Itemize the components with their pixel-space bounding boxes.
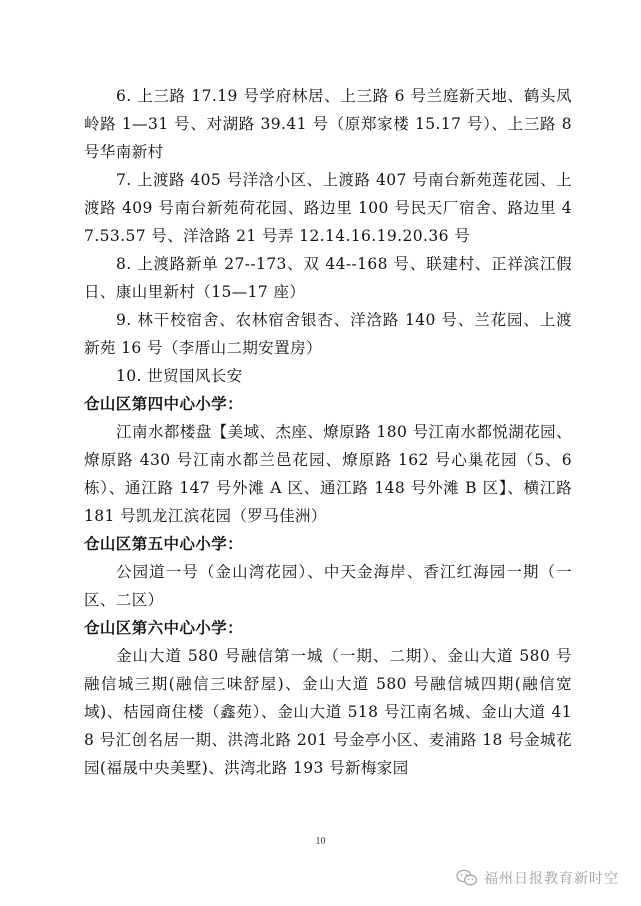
list-item: 8. 上渡路新单 27--173、双 44--168 号、联建村、正祥滨江假日、康山里新村（15—17 座） [84,255,572,301]
section-heading: 仓山区第四中心小学： [84,395,244,413]
list-item: 10. 世贸国风长安 [116,367,243,385]
document-body [84,82,572,782]
list-item: 江南水都楼盘【美域、杰座、燎原路 180 号江南水都悦湖花园、燎原路 430 号江南水都兰邑花园、燎原路 162 号心巢花园（5、6 栋）、通江路 147 号外滩 A 区、通江路 148 号外滩 B 区】、横江路 181 号凯龙江滨花园（罗马佳洲） [84,423,572,525]
watermark [456,868,619,888]
list-item: 金山大道 580 号融信第一城（一期、二期）、金山大道 580 号融信城三期(融信三味舒屋)、金山大道 580 号融信城四期(融信宽域)、桔园商住楼（鑫苑）、金山大道 518 号江南名城、金山大道 418 号汇创名居一期、洪湾北路 201 号金亭小区、麦浦路 18 号金城花园(福晟中央美墅)、洪湾北路 193 号新梅家园 [84,647,572,777]
list-item: 6. 上三路 17.19 号学府林居、上三路 6 号兰庭新天地、鹤头凤岭路 1—31 号、对湖路 39.41 号（原郑家楼 15.17 号）、上三路 8 号华南新村 [84,87,572,161]
wechat-icon [456,869,478,887]
page-number: 10 [315,836,326,847]
list-item: 7. 上渡路 405 号洋浛小区、上渡路 407 号南台新苑莲花园、上渡路 409 号南台新苑荷花园、路边里 100 号民天厂宿舍、路边里 47.53.57 号、洋浛路 21 号弄 12.14.16.19.20.36 号 [84,171,572,245]
list-item: 公园道一号（金山湾花园）、中天金海岸、香江红海园一期（一区、二区） [84,563,572,609]
section-heading: 仓山区第五中心小学： [84,535,244,553]
section-heading: 仓山区第六中心小学： [84,619,244,637]
watermark-text: 福州日报教育新时空 [484,871,619,887]
list-item: 9. 林干校宿舍、农林宿舍银杏、洋浛路 140 号、兰花园、上渡新苑 16 号（李厝山二期安置房） [84,311,572,357]
